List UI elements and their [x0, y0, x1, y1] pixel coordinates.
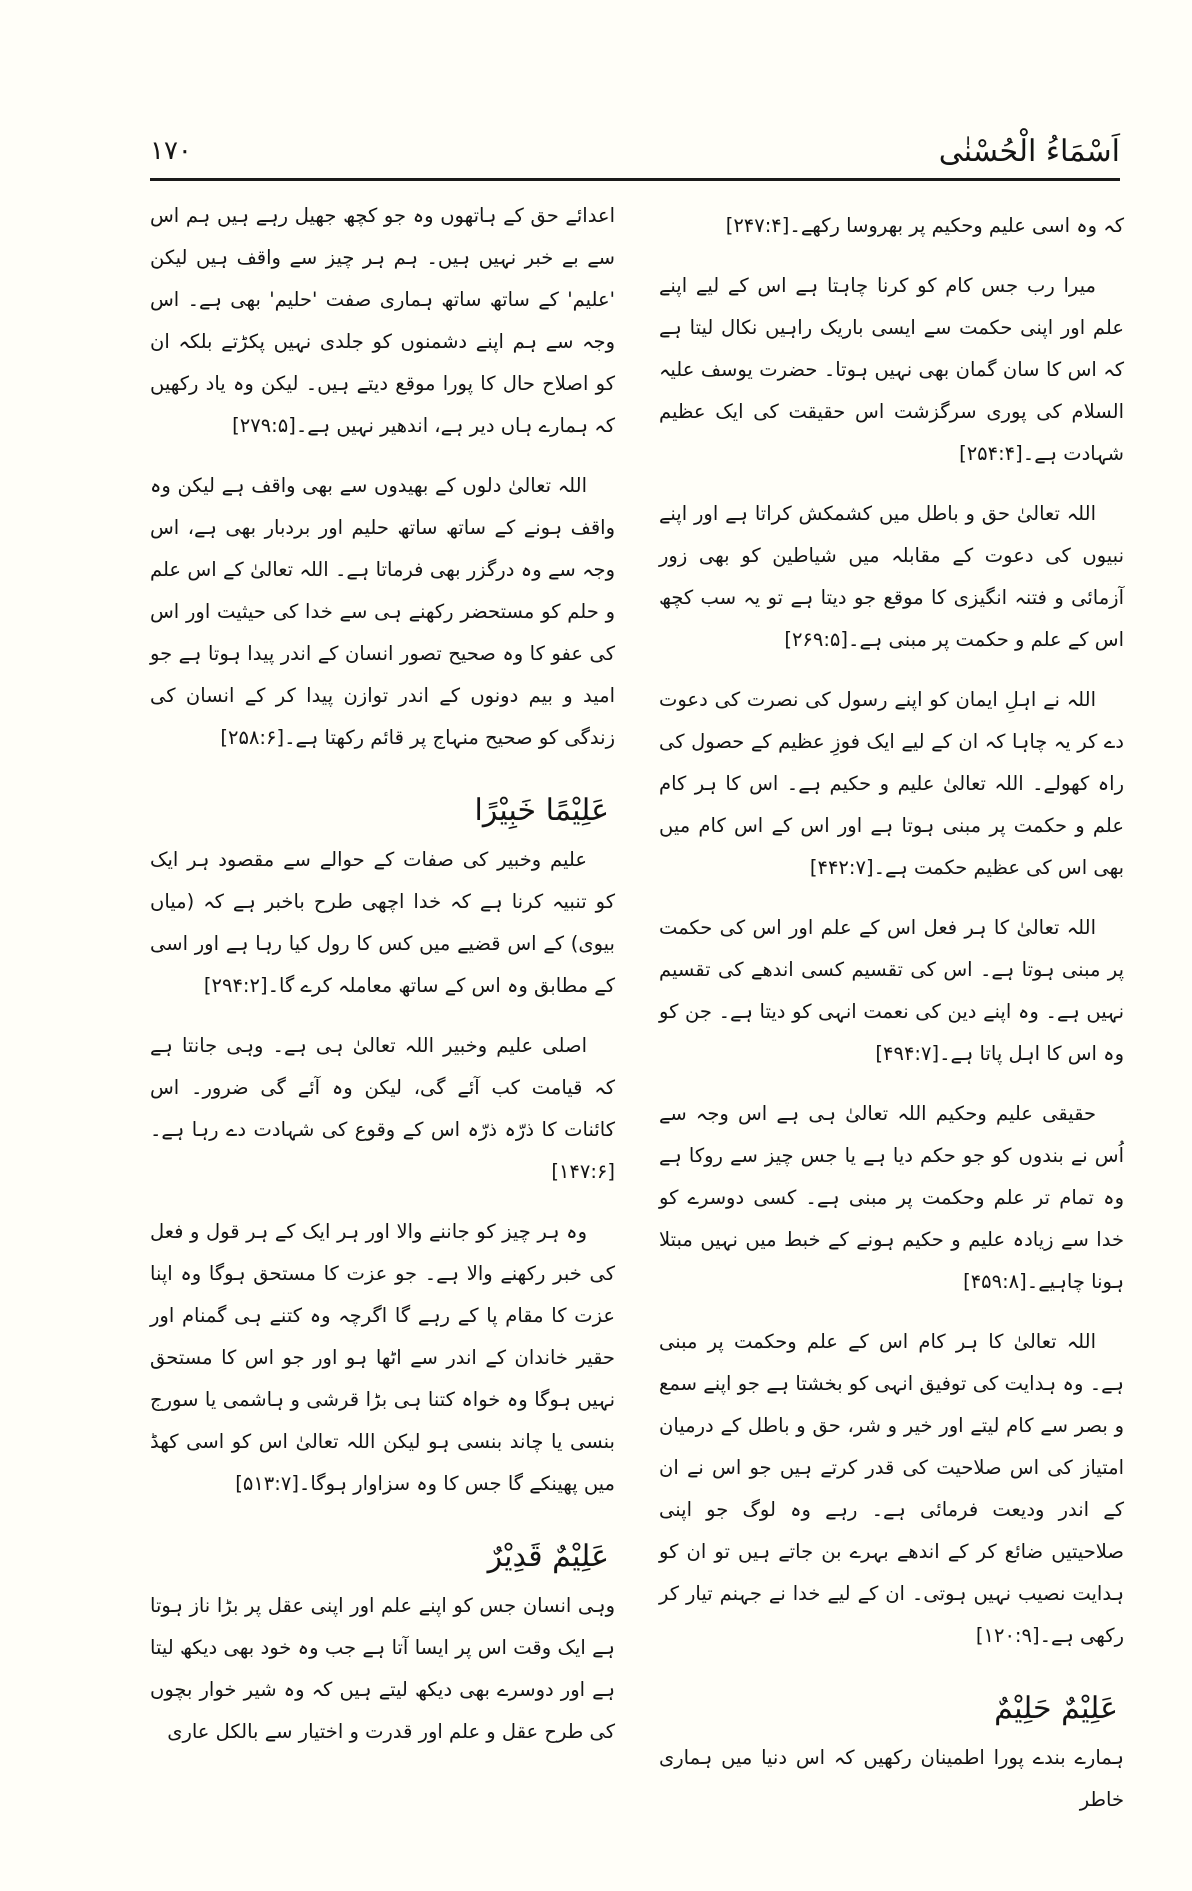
page-number: ۱۷۰	[150, 136, 192, 166]
paragraph: اللہ تعالیٰ حق و باطل میں کشمکش کراتا ہے اور اپنے نبیوں کی دعوت کے مقابلہ میں شیاطین کو بھی زور آزمائی و فتنہ انگیزی کا موقع جو دیتا ہے تو یہ سب کچھ اس کے علم و حکمت پر مبنی ہے۔[۲۶۹:۵]	[659, 502, 1124, 651]
citation: [۴۹۴:۷]	[875, 1042, 940, 1065]
citation: [۲۵۴:۴]	[959, 442, 1023, 465]
section-heading-aleem-haleem: عَلِیْمٌ حَلِیْمٌ	[994, 1691, 1118, 1726]
running-header	[150, 130, 1120, 181]
paragraph: علیم وخبیر کی صفات کے حوالے سے مقصود ہر ایک کو تنبیہ کرنا ہے کہ خدا اچھی طرح باخبر ہے کہ (میاں بیوی) کے اس قضیے میں کس کا رول کیا رہا ہے اور اسی کے مطابق وہ اس کے ساتھ معاملہ کرے گا۔[۲۹۴:۲]	[150, 848, 615, 997]
paragraph: وہی انسان جس کو اپنے علم اور اپنی عقل پر بڑا ناز ہوتا ہے ایک وقت اس پر ایسا آتا ہے جب وہ خود بھی دیکھ لیتا ہے اور دوسرے بھی دیکھ لیتے ہیں کہ وہ شیر خوار بچوں کی طرح عقل و علم اور قدرت و اختیار سے بالکل عاری	[150, 1594, 615, 1743]
paragraph: کہ وہ اسی علیم وحکیم پر بھروسا رکھے۔[۲۴۷:۴]	[725, 214, 1124, 237]
section-heading-aleem-qadeer: عَلِیْمٌ قَدِیْرٌ	[487, 1539, 609, 1574]
citation: [۲۶۹:۵]	[784, 628, 849, 651]
paragraph: اعدائے حق کے ہاتھوں وہ جو کچھ جھیل رہے ہیں ہم اس سے بے خبر نہیں ہیں۔ ہم ہر چیز سے واقف ہیں لیکن 'علیم' کے ساتھ ساتھ ہماری صفت 'حلیم' بھی ہے۔ اس وجہ سے ہم اپنے دشمنوں کو جلدی نہیں پکڑتے بلکہ ان کو اصلاح حال کا پورا موقع دیتے ہیں۔ لیکن وہ یاد رکھیں کہ ہمارے ہاں دیر ہے، اندھیر نہیں ہے۔[۲۷۹:۵]	[150, 204, 615, 437]
paragraph: وہ ہر چیز کو جاننے والا اور ہر ایک کے ہر قول و فعل کی خبر رکھنے والا ہے۔ جو عزت کا مستحق ہوگا وہ اپنا عزت کا مقام پا کے رہے گا اگرچہ وہ کتنے ہی گمنام اور حقیر خاندان کے اندر سے اٹھا ہو اور جو اس کا مستحق نہیں ہوگا وہ خواہ کتنا ہی بڑا قرشی و ہاشمی یا سورج بنسی یا چاند بنسی ہو لیکن اللہ تعالیٰ اس کو اسی کھڈ میں پھینکے گا جس کا وہ سزاوار ہوگا۔[۵۱۳:۷]	[150, 1220, 615, 1495]
citation: [۲۹۴:۲]	[203, 974, 268, 997]
citation: [۵۱۳:۷]	[235, 1472, 299, 1495]
left-column	[150, 195, 615, 1771]
citation: [۲۵۸:۶]	[220, 726, 285, 749]
citation: [۴۴۲:۷]	[809, 856, 874, 879]
paragraph: اللہ نے اہلِ ایمان کو اپنے رسول کی نصرت کی دعوت دے کر یہ چاہا کہ ان کے لیے ایک فوزِ عظیم کے حصول کی راہ کھولے۔ اللہ تعالیٰ علیم و حکیم ہے۔ اس کا ہر کام علم و حکمت پر مبنی ہوتا ہے اور اس کے اس کام میں بھی اس کی عظیم حکمت ہے۔[۴۴۲:۷]	[659, 688, 1124, 879]
paragraph: اللہ تعالیٰ دلوں کے بھیدوں سے بھی واقف ہے لیکن وہ واقف ہونے کے ساتھ ساتھ حلیم اور بردبار بھی ہے، اس وجہ سے وہ درگزر بھی فرماتا ہے۔ اللہ تعالیٰ کے اس علم و حلم کو مستحضر رکھنے ہی سے خدا کی حیثیت اور اس کی عفو کا وہ صحیح تصور انسان کے اندر پیدا ہوتا ہے جو امید و بیم دونوں کے اندر توازن پیدا کر کے انسان کی زندگی کو صحیح منہاج پر قائم رکھتا ہے۔[۲۵۸:۶]	[150, 474, 615, 749]
section-heading-aleeman-khabeera: عَلِیْمًا خَبِیْرًا	[474, 793, 609, 828]
paragraph: اللہ تعالیٰ کا ہر فعل اس کے علم اور اس کی حکمت پر مبنی ہوتا ہے۔ اس کی تقسیم کسی اندھے کی تقسیم نہیں ہے۔ وہ اپنے دین کی نعمت انہی کو دیتا ہے۔ جن کو وہ اس کا اہل پاتا ہے۔[۴۹۴:۷]	[659, 916, 1124, 1065]
citation: [۲۷۹:۵]	[232, 414, 296, 437]
citation: [۱۴۷:۶]	[551, 1160, 615, 1183]
right-column	[659, 205, 1124, 1839]
paragraph: اللہ تعالیٰ کا ہر کام اس کے علم وحکمت پر مبنی ہے۔ وہ ہدایت کی توفیق انہی کو بخشتا ہے جو اپنے سمع و بصر سے کام لیتے اور خیر و شر، حق و باطل کے درمیان امتیاز کی اس صلاحیت کی قدر کرتے ہیں جو اس نے ان کے اندر ودیعت فرمائی ہے۔ رہے وہ لوگ جو اپنی صلاحیتیں ضائع کر کے اندھے بہرے بن جاتے ہیں تو ان کو ہدایت نصیب نہیں ہوتی۔ ان کے لیے خدا نے جہنم تیار کر رکھی ہے۔[۱۲۰:۹]	[659, 1330, 1124, 1647]
citation: [۱۲۰:۹]	[975, 1624, 1040, 1647]
paragraph: حقیقی علیم وحکیم اللہ تعالیٰ ہی ہے اس وجہ سے اُس نے بندوں کو جو حکم دیا ہے یا جس چیز سے روکا ہے وہ تمام تر علم وحکمت پر مبنی ہے۔ کسی دوسرے کو خدا سے زیادہ علیم و حکیم ہونے کے خبط میں نہیں مبتلا ہونا چاہیے۔[۴۵۹:۸]	[659, 1102, 1124, 1293]
paragraph: ہمارے بندے پورا اطمینان رکھیں کہ اس دنیا میں ہماری خاطر	[659, 1746, 1124, 1811]
paragraph: اصلی علیم وخبیر اللہ تعالیٰ ہی ہے۔ وہی جانتا ہے کہ قیامت کب آئے گی، لیکن وہ آئے گی ضرور۔ اس کائنات کا ذرّہ ذرّہ اس کے وقوع کی شہادت دے رہا ہے۔[۱۴۷:۶]	[150, 1034, 615, 1183]
book-title: اَسْمَاءُ الْحُسْنٰی	[938, 134, 1120, 169]
citation: [۲۴۷:۴]	[725, 214, 790, 237]
citation: [۴۵۹:۸]	[963, 1270, 1027, 1293]
paragraph: میرا رب جس کام کو کرنا چاہتا ہے اس کے لیے اپنے علم اور اپنی حکمت سے ایسی باریک راہیں نکال لیتا ہے کہ اس کا سان گمان بھی نہیں ہوتا۔ حضرت یوسف علیہ السلام کی پوری سرگزشت اس حقیقت کی ایک عظیم شہادت ہے۔[۲۵۴:۴]	[659, 274, 1124, 465]
